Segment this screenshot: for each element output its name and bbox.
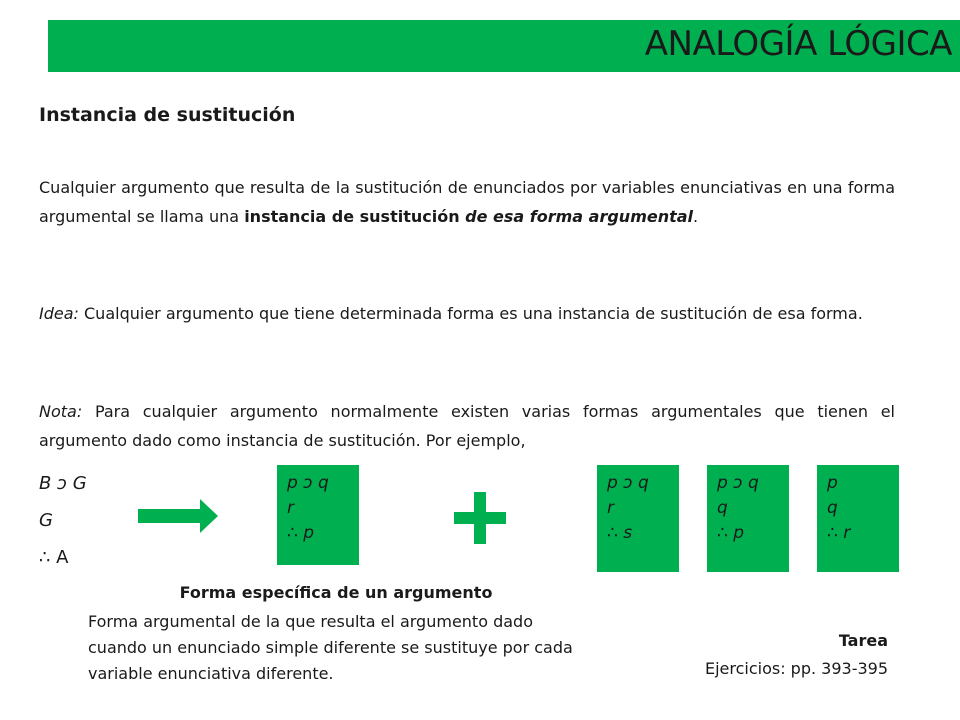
argument-form-box xyxy=(817,465,899,572)
argument-premise-1: B ɔ G xyxy=(39,473,87,494)
note-paragraph xyxy=(39,397,895,455)
specific-form-box xyxy=(277,465,359,565)
argument-form-box xyxy=(707,465,789,572)
form-line-3: ∴ r xyxy=(827,523,851,543)
definition-term: instancia de sustitución xyxy=(244,207,460,226)
note-text: Para cualquier argumento normalmente existen varias formas argumentales que tienen el argumento dado como instancia de sustitución. Por ejemplo, xyxy=(39,402,895,450)
plus-icon xyxy=(454,492,506,548)
definition-paragraph xyxy=(39,173,895,231)
note-label: Nota: xyxy=(39,402,83,421)
idea-paragraph xyxy=(39,299,895,328)
form-line-1: p ɔ q xyxy=(287,473,329,493)
definition-term-suffix: de esa forma argumental xyxy=(459,207,694,226)
idea-label: Idea: xyxy=(39,304,79,323)
specific-form-title: Forma específica de un argumento xyxy=(179,583,493,602)
form-line-3: ∴ p xyxy=(287,523,315,543)
form-line-2: r xyxy=(607,498,614,518)
argument-conclusion: ∴ A xyxy=(39,547,69,568)
section-heading: Instancia de sustitución xyxy=(39,104,296,126)
title-banner xyxy=(48,20,960,72)
definition-text: Cualquier argumento que resulta de la sustitución de enunciados por variables enunciativas en una forma argumental se llama una xyxy=(39,178,895,226)
homework-title: Tarea xyxy=(838,631,888,650)
definition-end: . xyxy=(693,207,699,226)
form-line-1: p ɔ q xyxy=(607,473,649,493)
argument-premise-2: G xyxy=(39,510,53,531)
specific-form-definition: Forma argumental de la que resulta el argumento dado cuando un enunciado simple diferente se sustituye por cada variable enunciativa diferente. xyxy=(88,612,573,683)
homework-text: Ejercicios: pp. 393-395 xyxy=(704,659,888,678)
form-line-2: q xyxy=(717,498,728,518)
form-line-3: ∴ s xyxy=(607,523,633,543)
arrow-right-icon xyxy=(138,497,220,539)
form-line-3: ∴ p xyxy=(717,523,745,543)
argument-form-box xyxy=(597,465,679,572)
form-line-2: r xyxy=(287,498,294,518)
form-line-2: q xyxy=(827,498,838,518)
example-argument xyxy=(39,465,87,576)
form-line-1: p xyxy=(827,473,838,493)
idea-text: Cualquier argumento que tiene determinada forma es una instancia de sustitución de esa forma. xyxy=(78,304,863,323)
form-line-1: p ɔ q xyxy=(717,473,759,493)
slide-title: ANALOGÍA LÓGICA xyxy=(644,24,952,64)
